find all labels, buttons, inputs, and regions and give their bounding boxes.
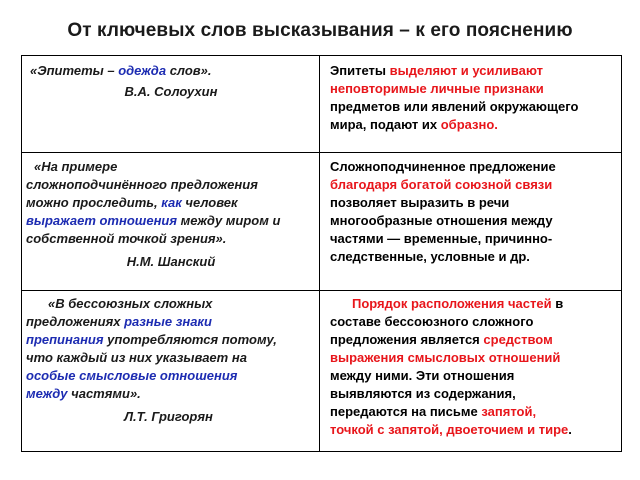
quote-author: В.А. Солоухин — [124, 84, 218, 99]
quote-highlight: одежда — [118, 63, 167, 78]
quote-text: частями». — [71, 386, 141, 401]
explanation-highlight: выделяют и усиливают — [389, 63, 543, 78]
explanation-text: выявляются из содержания, — [330, 386, 516, 401]
explanation-highlight: неповторимые личные признаки — [330, 81, 544, 96]
explanation-text: . — [568, 422, 572, 437]
row-divider — [22, 290, 621, 291]
quote-author: Н.М. Шанский — [126, 254, 216, 269]
explanation-highlight: образно. — [440, 117, 498, 132]
quote-text: между миром и — [180, 213, 281, 228]
explanation-text: передаются на письме — [330, 404, 478, 419]
explanation-text: мира, подают их — [330, 117, 438, 132]
quote-text: «На примере — [34, 159, 118, 174]
column-divider — [319, 56, 320, 451]
explanation-text: предметов или явлений окружающего — [330, 99, 579, 114]
explanation-text: составе бессоюзного сложного — [330, 314, 534, 329]
explanation-highlight: выражения смысловых отношений — [330, 350, 561, 365]
quote-text: собственной точкой зрения». — [26, 231, 227, 246]
quote-highlight: разные знаки — [124, 314, 212, 329]
quote-author: Л.Т. Григорян — [124, 409, 213, 424]
quote-highlight: между — [26, 386, 68, 401]
explanation-text: частями — временные, причинно- — [330, 231, 553, 246]
explanation-epithets — [330, 62, 620, 134]
quote-text: можно проследить, — [26, 195, 158, 210]
quote-text: слов». — [169, 63, 212, 78]
quote-highlight: особые смысловые отношения — [26, 368, 238, 383]
quote-highlight: как — [161, 195, 182, 210]
quote-highlight: выражает отношения — [26, 213, 178, 228]
explanation-text: между ними. Эти отношения — [330, 368, 515, 383]
explanation-asyndetic — [330, 295, 620, 439]
quote-text: «В бессоюзных сложных — [48, 296, 213, 311]
quote-grigoryan — [26, 295, 311, 426]
quote-shansky — [26, 158, 316, 271]
quote-text: человек — [185, 195, 238, 210]
explanation-highlight: запятой, — [481, 404, 537, 419]
explanation-text: позволяет выразить в речи — [330, 195, 510, 210]
page-title: От ключевых слов высказывания – к его пояснению — [67, 20, 573, 41]
explanation-text: многообразные отношения между — [330, 213, 553, 228]
explanation-highlight: Порядок расположения частей — [352, 296, 552, 311]
comparison-table — [21, 55, 622, 452]
row-divider — [22, 152, 621, 153]
quote-text: что каждый из них указывает на — [26, 350, 247, 365]
quote-text: употребляются потому, — [107, 332, 277, 347]
explanation-complex-sentence — [330, 158, 620, 266]
quote-text: сложноподчинённого предложения — [26, 177, 258, 192]
quote-solouhin — [30, 62, 312, 101]
explanation-text: предложения является — [330, 332, 480, 347]
explanation-highlight: точкой с запятой, двоеточием и тире — [330, 422, 569, 437]
explanation-text: следственные, условные и др. — [330, 249, 530, 264]
explanation-highlight: благодаря богатой союзной связи — [330, 177, 553, 192]
explanation-text: Эпитеты — [330, 63, 386, 78]
quote-text: предложениях — [26, 314, 121, 329]
quote-highlight: препинания — [26, 332, 104, 347]
explanation-text: Сложноподчиненное предложение — [330, 159, 556, 174]
explanation-text: в — [555, 296, 564, 311]
quote-text: «Эпитеты – — [30, 63, 115, 78]
explanation-highlight: средством — [483, 332, 553, 347]
